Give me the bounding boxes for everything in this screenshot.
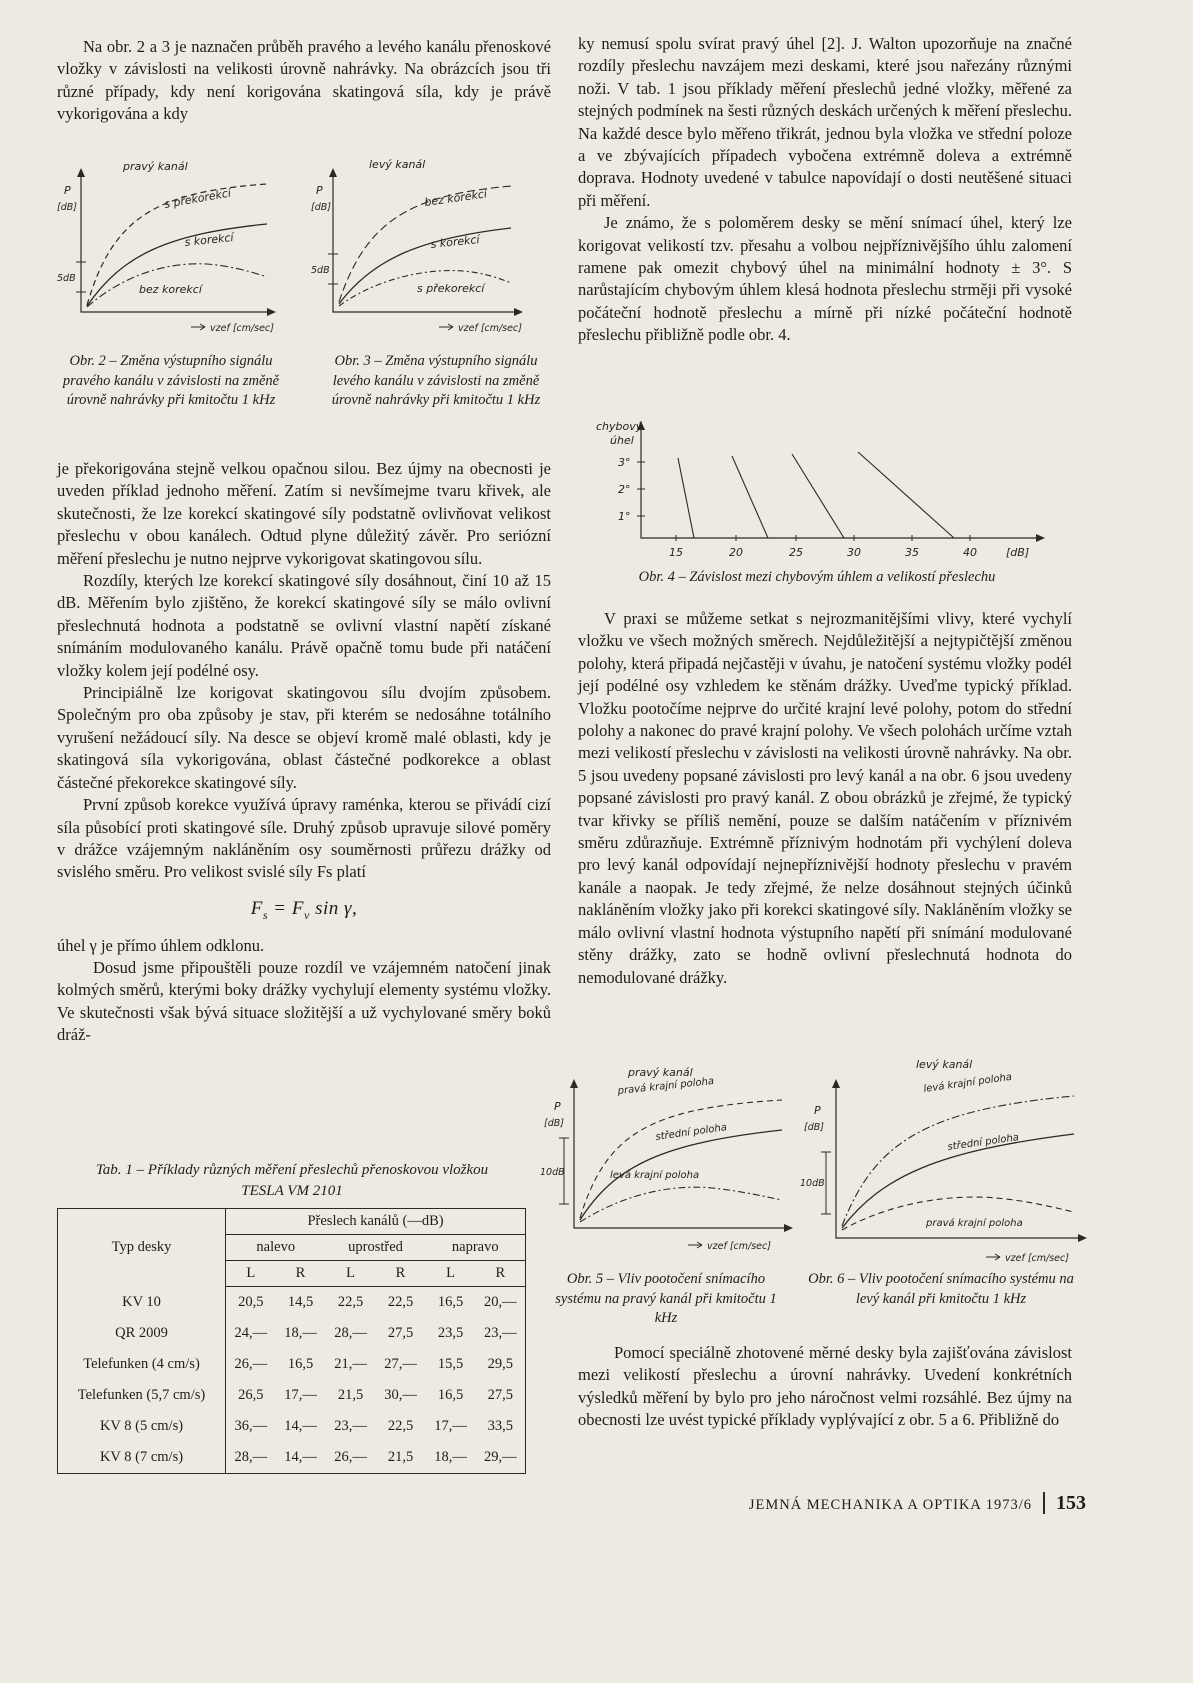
table-cell: 16,5 (437, 1294, 464, 1310)
table-cell: 20,— (483, 1294, 517, 1310)
table-cell: 16,5 (287, 1356, 314, 1372)
fig2-curve-top-label: s překorekcí (163, 186, 232, 211)
table-row-label: Telefunken (5,7 cm/s) (58, 1380, 226, 1411)
equation-symbol: sin γ, (309, 897, 358, 919)
fig4-line-3 (792, 454, 844, 538)
table-subheader: R (376, 1261, 426, 1287)
left-column-body (57, 458, 551, 1047)
fig2-yaxis-arrow-icon (77, 168, 85, 177)
caption-row-2-3 (48, 352, 556, 411)
table-title-line2: TESLA VM 2101 (241, 1183, 343, 1199)
table-row (58, 1318, 526, 1349)
fig3-curve-mid-label: s korekcí (429, 232, 481, 251)
table-cell: 17,— (434, 1418, 467, 1434)
fig5-curve-prava-krajni (580, 1100, 782, 1218)
table-subheader: R (476, 1261, 526, 1287)
fig3-y-unit: [dB] (311, 202, 331, 213)
table-cell: 28,— (234, 1449, 268, 1465)
fig3-yaxis-arrow-icon (329, 168, 337, 177)
fig5-xaxis-arrow-icon (784, 1224, 793, 1232)
table-cell: 23,— (483, 1325, 517, 1341)
fig3-xaxis-arrow-icon (514, 308, 523, 316)
table-cell: 14,— (284, 1418, 317, 1434)
figure-obr2-caption: Obr. 2 – Změna výstupního signálu pravého kanálu v závislosti na změně úrovně nahrávky při kmitočtu 1 kHz (62, 353, 280, 408)
equation-subscript: v (303, 907, 310, 922)
table-subheader: L (426, 1261, 476, 1287)
table-group-napravo: napravo (426, 1235, 526, 1261)
right-column-top (578, 33, 1072, 347)
right-column-final (578, 1342, 1072, 1432)
paragraph-intro: Na obr. 2 a 3 je naznačen průběh pravého a levého kanálu přenoskové vložky v závislosti na velikosti úrovně nahrávky. Na obrázcích jsou tři různé případy, kdy není korigována skatingová síla, kdy je právě vykorigována a kdy (57, 37, 551, 124)
fig4-axes (641, 428, 1038, 538)
fig6-x-label: vzef [cm/sec] (1005, 1253, 1069, 1264)
fig3-y-label: P (316, 184, 323, 197)
table-row (58, 1380, 526, 1411)
fig6-yaxis-arrow-icon (832, 1079, 840, 1088)
table-cell: 18,— (284, 1325, 317, 1341)
fig5-x-label: vzef [cm/sec] (707, 1241, 771, 1252)
fig3-x-label: vzef [cm/sec] (458, 323, 522, 334)
paragraph: Principiálně lze korigovat skatingovou sílu dvojím způsobem. Společným pro oba způsoby je stav, při kterém se nedosáhne totálního vyrušení nežádoucí síly. Na desce se objeví kromě malé oblasti, kdy je skatingová síla vykorigována, oblast částečné podkorekce a oblast částečné překorekce skatingové síly. (57, 683, 551, 792)
left-column-intro (57, 36, 551, 126)
paragraph: úhel γ je přímo úhlem odklonu. (57, 935, 265, 955)
table-cell: 36,— (234, 1418, 268, 1434)
equation-symbol: = F (268, 897, 304, 919)
fig3-xlabel-arrow-icon (439, 324, 453, 330)
table-cell: 14,5 (287, 1294, 314, 1310)
paragraph: je překorigována stejně velkou opačnou silou. Bez újmy na obecnosti je uveden příklad jednoho měření. Zatím si nevšímejme tvaru křivek, ale skutečnosti, že lze korekcí skatingové síly podstatně ovlivňovat velikost přeslechu v obou kanálech. Odtud plyne důležitý závěr. Pro seriózní měření přeslechu je nutno nejprve vykorigovat skatingovou sílu. (57, 459, 551, 568)
figure-obr5-caption: Obr. 5 – Vliv pootočení snímacího systému na pravý kanál při kmitočtu 1 kHz (555, 1271, 777, 1326)
paragraph: ky nemusí spolu svírat pravý úhel [2]. J. Walton upozorňuje na značné rozdíly přeslechu navzájem mezi deskami, které jsou nařezány různými noži. V tab. 1 jsou příklady měření přeslechů jedné vložky, měřené za stejných podmínek na šesti různých deskách určených k měření přeslechu. Na každé desce bylo měřeno třikrát, jednou byla vložka ve střední poloze a ve zbývajících případech vybočena extrémně doleva a extrémně doprava. Hodnoty uvedené v tabulce napovídají o dosti neutěšené situaci při měření. (578, 34, 1072, 210)
table-cell: 27,— (384, 1356, 417, 1372)
table-row (58, 1287, 526, 1319)
fig6-channel-label: levý kanál (916, 1058, 973, 1071)
table-cell: 18,— (434, 1449, 467, 1465)
fig6-curve-leva-krajni (842, 1096, 1074, 1226)
fig4-x-unit: [dB] (1006, 546, 1030, 559)
fig4-y-tick-label: 2° (618, 483, 631, 496)
fig6-curve-mid-label: střední poloha (946, 1132, 1020, 1153)
page-footer (578, 1492, 1086, 1515)
equation-symbol: F (250, 897, 263, 919)
figure-obr4-chart (586, 412, 1054, 564)
page-number: 153 (1043, 1492, 1086, 1514)
fig2-curve-bottom-label: bez korekcí (139, 283, 202, 296)
fig3-curve-bottom-label: s překorekcí (417, 282, 485, 295)
table-1 (57, 1208, 526, 1474)
fig3-curve-top-label: bez korekcí (423, 187, 488, 209)
fig5-channel-label: pravý kanál (628, 1066, 693, 1079)
paragraph: Rozdíly, kterých lze korekcí skatingové síly dosáhnout, činí 10 až 15 dB. Měřením bylo zjištěno, že korekcí skatingové síly se málo ovlivní přeslechnutá hodnota a podstatně se ovlivní vlastní napětí získané snímáním modulovaného kanálu. Právě opačně tomu bude při natáčení vložky kolem její podélné osy. (57, 571, 551, 680)
table-cell: 26,5 (238, 1387, 264, 1403)
table-cell: 23,5 (437, 1325, 464, 1341)
equation (57, 898, 551, 923)
fig2-curve-mid-label: s korekcí (183, 230, 235, 249)
fig4-line-4 (858, 452, 954, 538)
fig5-xlabel-arrow-icon (688, 1242, 702, 1248)
table-row-label: KV 8 (7 cm/s) (58, 1442, 226, 1474)
figure-obr2-chart (57, 150, 295, 346)
table-subheader: L (226, 1261, 276, 1287)
fig3-channel-label: levý kanál (369, 158, 426, 171)
figure-obr6-chart (798, 1052, 1090, 1280)
table-cell: 15,5 (437, 1356, 464, 1372)
fig4-xaxis-arrow-icon (1036, 534, 1045, 542)
figure-obr4-caption: Obr. 4 – Závislost mezi chybovým úhlem a velikostí přeslechu (638, 569, 996, 585)
fig5-curve-top-label: pravá krajní poloha (617, 1075, 715, 1097)
paragraph: Je známo, že s poloměrem desky se mění snímací úhel, který lze korigovat velikostí tzv. přesahu a volbou nejpříznivějšího úhlu zalomení ramene pak omezit chybový úhel na minimální hodnoty ± 3°. S narůstajícím chybovým úhlem klesá hodnota přeslechu strměji při vysoké počáteční hodnotě přeslechu a mírně při nízké počáteční hodnotě přeslechu přibližně podle obr. 4. (578, 213, 1072, 345)
fig6-curve-top-label: levá krajní poloha (922, 1071, 1013, 1095)
fig6-xaxis-arrow-icon (1078, 1234, 1087, 1242)
table-title (57, 1160, 527, 1202)
table-cell: 30,— (384, 1387, 417, 1403)
fig4-y-axis-label-line1: chybový (596, 420, 643, 433)
fig2-bracket-label: 5dB (57, 273, 76, 284)
fig2-channel-label: pravý kanál (123, 160, 188, 173)
table-cell: 14,— (284, 1449, 317, 1465)
table-row-label: QR 2009 (58, 1318, 226, 1349)
table-cell: 33,5 (487, 1418, 513, 1434)
fig5-curve-leva-krajni (580, 1187, 782, 1222)
fig5-y-unit: [dB] (544, 1118, 564, 1129)
fig4-x-tick-label: 30 (847, 546, 861, 559)
fig4-x-tick-label: 35 (905, 546, 919, 559)
table-cell: 23,— (334, 1418, 367, 1434)
table-cell: 26,— (234, 1356, 268, 1372)
table-cell: 29,5 (487, 1356, 513, 1372)
table-subheader: L (326, 1261, 376, 1287)
fig2-y-label: P (64, 184, 71, 197)
table-cell: 21,5 (387, 1449, 414, 1465)
fig4-y-tick-label: 1° (618, 510, 631, 523)
table-cell: 22,5 (337, 1294, 364, 1310)
table-row (58, 1411, 526, 1442)
fig4-line-2 (732, 456, 768, 538)
paragraph: První způsob korekce využívá úpravy raménka, kterou se přivádí cizí síla působící proti skatingové síle. Druhý způsob upravuje silové poměry v drážce vzájemným nakláněním osy souměrnosti průřezu drážky od svislého směru. Pro velikost svislé síly Fs platí (57, 795, 551, 882)
fig2-y-unit: [dB] (57, 202, 77, 213)
table-cell: 27,5 (387, 1325, 414, 1341)
table-cell: 16,5 (437, 1387, 464, 1403)
equation-subscript: s (262, 907, 269, 922)
paragraph: Pomocí speciálně zhotovené měrné desky byla zajišťována závislost mezi velikostí přeslechu a úrovní nahrávky. Uvedení konkrétních výsledků měření by bylo pro jeho náročnost velmi rozsáhlé. Bez újmy na obecnosti lze uvést typické příklady vyplývající z obr. 5 a 6. Přibližně do (578, 1343, 1072, 1430)
fig6-curve-bottom-label: pravá krajní poloha (926, 1218, 1023, 1229)
table-cell: 26,— (334, 1449, 367, 1465)
table-header-row (58, 1209, 526, 1235)
table-group-nalevo: nalevo (226, 1235, 326, 1261)
table-cell: 21,5 (337, 1387, 364, 1403)
table-cell: 27,5 (487, 1387, 513, 1403)
table-row (58, 1442, 526, 1474)
fig6-y-unit: [dB] (804, 1122, 824, 1133)
figure-obr3-caption: Obr. 3 – Změna výstupního signálu levého kanálu v závislosti na změně úrovně nahrávky při kmitočtu 1 kHz (331, 353, 541, 408)
table-main-header: Přeslech kanálů (—dB) (226, 1209, 526, 1235)
table-group-uprostred: uprostřed (326, 1235, 426, 1261)
table-cell: 22,5 (387, 1418, 414, 1434)
table-subheader: R (276, 1261, 326, 1287)
table-title-line1: Tab. 1 – Příklady různých měření přeslechů přenoskovou vložkou (95, 1162, 489, 1178)
figure-obr6-caption: Obr. 6 – Vliv pootočení snímacího systému na levý kanál při kmitočtu 1 kHz (808, 1271, 1074, 1307)
fig4-x-tick-label: 25 (789, 546, 803, 559)
fig5-curve-mid-label: střední poloha (654, 1122, 728, 1143)
figure-row-2-3 (57, 150, 557, 346)
table-cell: 28,— (334, 1325, 367, 1341)
table-col-type-header: Typ desky (58, 1209, 226, 1287)
fig3-bracket-label: 5dB (311, 265, 330, 276)
fig5-yaxis-arrow-icon (570, 1079, 578, 1088)
table-cell: 21,— (334, 1356, 367, 1372)
figure-obr3-chart (311, 150, 541, 346)
fig4-x-tick-label: 15 (669, 546, 683, 559)
journal-name: JEMNÁ MECHANIKA A OPTIKA 1973/6 (748, 1497, 1032, 1513)
table-row (58, 1349, 526, 1380)
fig5-axes (574, 1086, 786, 1228)
fig5-bracket-label: 10dB (540, 1167, 565, 1178)
fig6-bracket-label: 10dB (800, 1178, 825, 1189)
table-cell: 24,— (234, 1325, 268, 1341)
table-cell: 29,— (483, 1449, 517, 1465)
fig4-line-1 (678, 458, 694, 538)
figure-obr5-chart (540, 1058, 798, 1268)
fig6-xlabel-arrow-icon (986, 1254, 1000, 1260)
fig2-xaxis-arrow-icon (267, 308, 276, 316)
table-row-label: KV 10 (58, 1287, 226, 1319)
fig5-curve-bottom-label: levá krajní poloha (610, 1170, 700, 1181)
table-row-label: KV 8 (5 cm/s) (58, 1411, 226, 1442)
fig4-x-tick-label: 40 (963, 546, 977, 559)
table-cell: 20,5 (238, 1294, 264, 1310)
fig4-y-tick-label: 3° (618, 456, 631, 469)
fig5-y-label: P (554, 1100, 561, 1113)
right-column-body (578, 608, 1072, 989)
fig6-y-label: P (814, 1104, 821, 1117)
table-cell: 17,— (284, 1387, 317, 1403)
paragraph: Dosud jsme připouštěli pouze rozdíl ve vzájemném natočení jinak kolmých směrů, kterými boky drážky vychylují elementy systému vložky. Ve skutečnosti však bývá situace složitější a už vychylované směry boků dráž- (57, 957, 551, 1045)
table-cell: 22,5 (387, 1294, 414, 1310)
fig4-x-tick-label: 20 (729, 546, 743, 559)
fig4-y-axis-label-line2: úhel (610, 434, 634, 447)
fig2-x-label: vzef [cm/sec] (210, 323, 274, 334)
table-row-label: Telefunken (4 cm/s) (58, 1349, 226, 1380)
fig2-xlabel-arrow-icon (191, 324, 205, 330)
paragraph: V praxi se můžeme setkat s nejrozmanitějšími vlivy, které vychylí vložku ve všech možných směrech. Nejdůležitější a nejtypičtější změnou polohy, která připadá nejčastěji v úvahu, je natočení systému vložky podél její podélné osy vzhledem ke stěnám drážky. Uveďme typický příklad. Vložku pootočíme nejprve do určité krajní levé polohy, potom do střední polohy a nakonec do pravé krajní polohy. Ve všech polohách určíme vztah mezi velikostí přeslechu v závislosti na velikosti úrovně nahrávky. Na obr. 5 jsou uvedeny popsané závislosti pro levý kanál a na obr. 6 jsou uvedeny popsané závislosti pro pravý kanál. Z obou obrázků je zřejmé, že typický tvar křivky se příliš nemění, pouze se dalším natáčením v příznivém směru zdůrazňuje. Extrémně příznivým hodnotám při vychýlení doleva pro levý kanál odpovídají nejnepříznivější hodnoty přeslechu v pravém kanále a naopak. Je tedy zřejmé, že nelze dosáhnout stejných účinků nakláněním vložky jako při korekci skatingové síly. Nakláněním vložky se málo ovlivní vlastní hodnota výstupního napětí při snímání modulované stěny drážky, zato se hodně ovlivní přeslechnutá hodnota do nemodulované drážky. (578, 609, 1072, 987)
